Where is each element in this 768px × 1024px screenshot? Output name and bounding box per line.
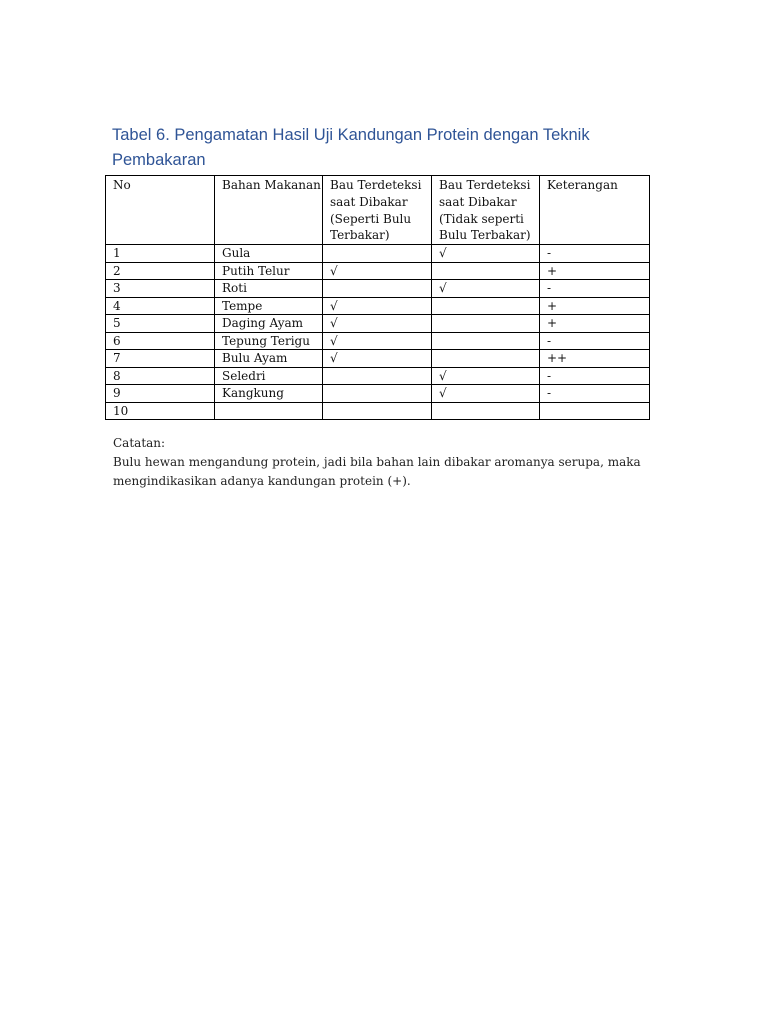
cell-bau-seperti-bulu: √	[323, 297, 432, 315]
cell-bau-seperti-bulu: √	[323, 315, 432, 333]
table-row	[106, 350, 650, 368]
cell-no: 2	[106, 262, 215, 280]
cell-bau-seperti-bulu	[323, 367, 432, 385]
cell-keterangan: +	[540, 262, 650, 280]
cell-no: 9	[106, 385, 215, 403]
cell-bahan-makanan: Tepung Terigu	[215, 332, 323, 350]
cell-keterangan	[540, 402, 650, 420]
table-row	[106, 402, 650, 420]
cell-bahan-makanan: Gula	[215, 245, 323, 263]
cell-bau-seperti-bulu	[323, 280, 432, 298]
cell-bau-tidak-seperti-bulu: √	[432, 245, 540, 263]
table-row	[106, 367, 650, 385]
cell-bau-tidak-seperti-bulu	[432, 315, 540, 333]
note-label: Catatan:	[113, 436, 166, 450]
cell-no: 4	[106, 297, 215, 315]
cell-no: 1	[106, 245, 215, 263]
table-row	[106, 385, 650, 403]
cell-keterangan: +	[540, 315, 650, 333]
cell-no: 3	[106, 280, 215, 298]
table-row	[106, 315, 650, 333]
cell-bahan-makanan: Bulu Ayam	[215, 350, 323, 368]
cell-bahan-makanan: Daging Ayam	[215, 315, 323, 333]
cell-bahan-makanan	[215, 402, 323, 420]
note-section	[113, 434, 673, 491]
table-title: Tabel 6. Pengamatan Hasil Uji Kandungan Protein dengan Teknik Pembakaran	[112, 126, 590, 169]
cell-keterangan: -	[540, 367, 650, 385]
cell-bau-tidak-seperti-bulu	[432, 332, 540, 350]
cell-no: 6	[106, 332, 215, 350]
cell-bau-tidak-seperti-bulu	[432, 350, 540, 368]
cell-bau-tidak-seperti-bulu: √	[432, 385, 540, 403]
cell-bahan-makanan: Kangkung	[215, 385, 323, 403]
cell-bau-tidak-seperti-bulu: √	[432, 367, 540, 385]
header-bahan-makanan: Bahan Makanan	[215, 176, 323, 245]
cell-bau-seperti-bulu	[323, 385, 432, 403]
cell-bau-tidak-seperti-bulu	[432, 297, 540, 315]
cell-bau-seperti-bulu: √	[323, 350, 432, 368]
cell-no: 5	[106, 315, 215, 333]
cell-bau-seperti-bulu: √	[323, 332, 432, 350]
cell-bahan-makanan: Roti	[215, 280, 323, 298]
header-no: No	[106, 176, 215, 245]
cell-bau-tidak-seperti-bulu	[432, 262, 540, 280]
table-row	[106, 262, 650, 280]
header-keterangan: Keterangan	[540, 176, 650, 245]
table-row	[106, 245, 650, 263]
cell-bau-seperti-bulu	[323, 402, 432, 420]
cell-bahan-makanan: Seledri	[215, 367, 323, 385]
cell-bau-tidak-seperti-bulu: √	[432, 280, 540, 298]
cell-bau-seperti-bulu: √	[323, 262, 432, 280]
table-row	[106, 297, 650, 315]
cell-keterangan: -	[540, 280, 650, 298]
cell-bau-seperti-bulu	[323, 245, 432, 263]
cell-bahan-makanan: Putih Telur	[215, 262, 323, 280]
cell-keterangan: +	[540, 297, 650, 315]
note-text: Bulu hewan mengandung protein, jadi bila bahan lain dibakar aromanya serupa, maka mengindikasikan adanya kandungan protein (+).	[113, 455, 641, 488]
cell-keterangan: ++	[540, 350, 650, 368]
header-bau-seperti-bulu: Bau Terdeteksi saat Dibakar (Seperti Bulu Terbakar)	[323, 176, 432, 245]
cell-no: 8	[106, 367, 215, 385]
table-row	[106, 332, 650, 350]
cell-bahan-makanan: Tempe	[215, 297, 323, 315]
table-row	[106, 280, 650, 298]
cell-no: 7	[106, 350, 215, 368]
table-header-row	[106, 176, 650, 245]
cell-no: 10	[106, 402, 215, 420]
cell-keterangan: -	[540, 245, 650, 263]
cell-keterangan: -	[540, 332, 650, 350]
observation-table	[105, 175, 650, 420]
cell-keterangan: -	[540, 385, 650, 403]
cell-bau-tidak-seperti-bulu	[432, 402, 540, 420]
header-bau-tidak-seperti-bulu: Bau Terdeteksi saat Dibakar (Tidak seperti Bulu Terbakar)	[432, 176, 540, 245]
